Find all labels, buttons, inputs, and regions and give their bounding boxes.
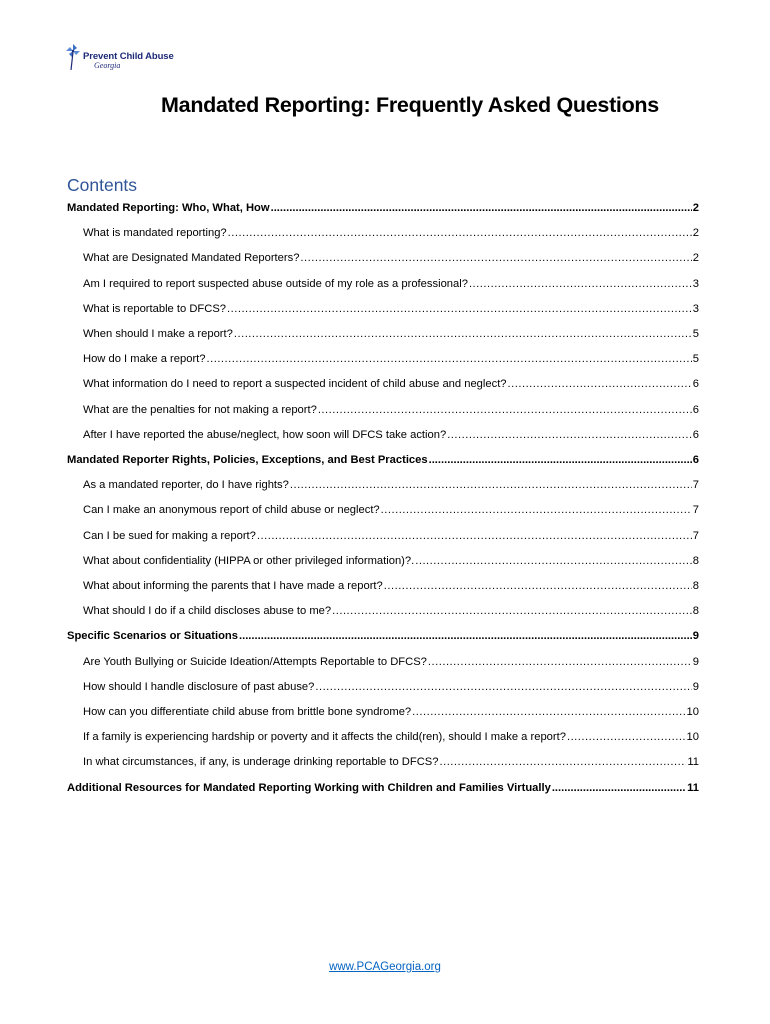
toc-page-number: 6 bbox=[692, 428, 699, 441]
toc-page-number: 7 bbox=[692, 529, 699, 542]
toc-dot-leader bbox=[508, 378, 692, 390]
toc-page-number: 5 bbox=[692, 353, 699, 366]
toc-dot-leader bbox=[257, 530, 692, 542]
toc-entry-title: Mandated Reporter Rights, Policies, Exceptions, and Best Practices bbox=[67, 454, 428, 466]
toc-entry-title: Mandated Reporting: Who, What, How bbox=[67, 202, 270, 214]
toc-dot-leader bbox=[318, 404, 692, 416]
toc-entry-title: Are Youth Bullying or Suicide Ideation/Attempts Reportable to DFCS? bbox=[83, 655, 427, 668]
toc-entry-title: How do I make a report? bbox=[83, 353, 206, 366]
toc-dot-leader bbox=[228, 227, 692, 239]
toc-page-number: 6 bbox=[692, 403, 699, 416]
toc-dot-leader bbox=[300, 252, 691, 264]
toc-subsection-entry[interactable] bbox=[83, 756, 699, 768]
toc-page-number: 8 bbox=[692, 580, 699, 592]
toc-entry-title: Additional Resources for Mandated Reporting Working with Children and Families Virtually bbox=[67, 781, 551, 794]
toc-dot-leader bbox=[447, 429, 692, 441]
logo-subtitle: Georgia bbox=[94, 60, 121, 70]
toc-entry-title: What are the penalties for not making a report? bbox=[83, 403, 317, 416]
toc-section-entry[interactable] bbox=[67, 202, 699, 214]
toc-dot-leader bbox=[429, 454, 692, 466]
toc-subsection-entry[interactable] bbox=[83, 504, 699, 516]
toc-entry-title: How can you differentiate child abuse from brittle bone syndrome? bbox=[83, 706, 412, 718]
toc-dot-leader bbox=[412, 706, 685, 718]
toc-entry-title: After I have reported the abuse/neglect, how soon will DFCS take action? bbox=[83, 428, 447, 441]
toc-dot-leader bbox=[271, 202, 692, 214]
contents-heading: Contents bbox=[67, 175, 138, 195]
toc-page-number: 7 bbox=[692, 479, 699, 492]
toc-page-number: 5 bbox=[692, 328, 699, 340]
website-link[interactable]: www.PCAGeorgia.org bbox=[329, 961, 441, 973]
toc-page-number: 10 bbox=[686, 731, 699, 744]
toc-page-number: 3 bbox=[692, 277, 699, 290]
toc-page-number: 9 bbox=[692, 630, 699, 643]
toc-subsection-entry[interactable] bbox=[83, 580, 699, 592]
toc-subsection-entry[interactable] bbox=[83, 227, 699, 239]
toc-entry-title: What should I do if a child discloses abuse to me? bbox=[83, 605, 332, 618]
toc-subsection-entry[interactable] bbox=[83, 555, 699, 567]
toc-entry-title: How should I handle disclosure of past abuse? bbox=[83, 680, 315, 693]
toc-page-number: 11 bbox=[687, 756, 699, 769]
toc-dot-leader bbox=[239, 630, 692, 642]
toc-subsection-entry[interactable] bbox=[83, 353, 699, 365]
toc-page-number: 8 bbox=[692, 554, 699, 567]
toc-section-entry[interactable] bbox=[67, 782, 699, 794]
toc-page-number: 2 bbox=[692, 252, 699, 265]
toc-page-number: 2 bbox=[692, 202, 699, 214]
toc-entry-title: Can I be sued for making a report? bbox=[83, 529, 256, 542]
toc-page-number: 6 bbox=[692, 378, 699, 391]
toc-subsection-entry[interactable] bbox=[83, 328, 699, 340]
toc-dot-leader bbox=[234, 328, 692, 340]
toc-page-number: 2 bbox=[692, 227, 699, 240]
toc-subsection-entry[interactable] bbox=[83, 731, 699, 743]
page-title: Mandated Reporting: Frequently Asked Questions bbox=[161, 93, 659, 117]
toc-page-number: 7 bbox=[692, 504, 699, 517]
toc-subsection-entry[interactable] bbox=[83, 681, 699, 693]
toc-subsection-entry[interactable] bbox=[83, 303, 699, 315]
toc-subsection-entry[interactable] bbox=[83, 429, 699, 441]
toc-dot-leader bbox=[415, 555, 692, 567]
toc-dot-leader bbox=[439, 756, 686, 768]
toc-dot-leader bbox=[552, 782, 686, 794]
logo-name: Prevent Child Abuse bbox=[83, 51, 174, 62]
toc-entry-title: What is reportable to DFCS? bbox=[83, 302, 227, 315]
toc-entry-title: If a family is experiencing hardship or poverty and it affects the child(ren), should I make a report? bbox=[83, 731, 566, 744]
toc-entry-title: Can I make an anonymous report of child abuse or neglect? bbox=[83, 504, 380, 517]
footer bbox=[0, 961, 770, 973]
toc-dot-leader bbox=[207, 353, 692, 365]
toc-subsection-entry[interactable] bbox=[83, 530, 699, 542]
toc-entry-title: In what circumstances, if any, is underage drinking reportable to DFCS? bbox=[83, 756, 439, 769]
organization-logo bbox=[66, 44, 174, 70]
toc-dot-leader bbox=[227, 303, 692, 315]
toc-subsection-entry[interactable] bbox=[83, 605, 699, 617]
toc-dot-leader bbox=[332, 605, 692, 617]
toc-section-entry[interactable] bbox=[67, 454, 699, 466]
toc-page-number: 11 bbox=[687, 781, 699, 794]
toc-subsection-entry[interactable] bbox=[83, 404, 699, 416]
toc-subsection-entry[interactable] bbox=[83, 278, 699, 290]
toc-entry-title: Am I required to report suspected abuse outside of my role as a professional? bbox=[83, 277, 468, 290]
toc-dot-leader bbox=[384, 580, 692, 592]
toc-subsection-entry[interactable] bbox=[83, 656, 699, 668]
toc-dot-leader bbox=[469, 278, 692, 290]
toc-dot-leader bbox=[381, 504, 692, 516]
toc-page-number: 9 bbox=[692, 680, 699, 693]
toc-entry-title: What about confidentiality (HIPPA or other privileged information)?. bbox=[83, 554, 415, 567]
toc-subsection-entry[interactable] bbox=[83, 378, 699, 390]
toc-dot-leader bbox=[567, 731, 686, 743]
toc-page-number: 10 bbox=[686, 706, 699, 718]
toc-entry-title: As a mandated reporter, do I have rights? bbox=[83, 479, 289, 492]
toc-dot-leader bbox=[428, 656, 692, 668]
toc-section-entry[interactable] bbox=[67, 630, 699, 642]
toc-page-number: 3 bbox=[692, 302, 699, 315]
toc-dot-leader bbox=[315, 681, 691, 693]
toc-dot-leader bbox=[290, 479, 692, 491]
toc-page-number: 9 bbox=[692, 655, 699, 668]
toc-entry-title: What is mandated reporting? bbox=[83, 227, 227, 240]
toc-subsection-entry[interactable] bbox=[83, 706, 699, 718]
toc-entry-title: What information do I need to report a suspected incident of child abuse and neglect? bbox=[83, 378, 507, 391]
toc-subsection-entry[interactable] bbox=[83, 252, 699, 264]
pinwheel-icon bbox=[66, 44, 80, 70]
toc-entry-title: When should I make a report? bbox=[83, 328, 233, 340]
toc-entry-title: What are Designated Mandated Reporters? bbox=[83, 252, 300, 265]
toc-page-number: 8 bbox=[692, 605, 699, 618]
toc-entry-title: What about informing the parents that I have made a report? bbox=[83, 580, 383, 592]
toc-entry-title: Specific Scenarios or Situations bbox=[67, 630, 238, 643]
toc-page-number: 6 bbox=[692, 454, 699, 466]
toc-subsection-entry[interactable] bbox=[83, 479, 699, 491]
